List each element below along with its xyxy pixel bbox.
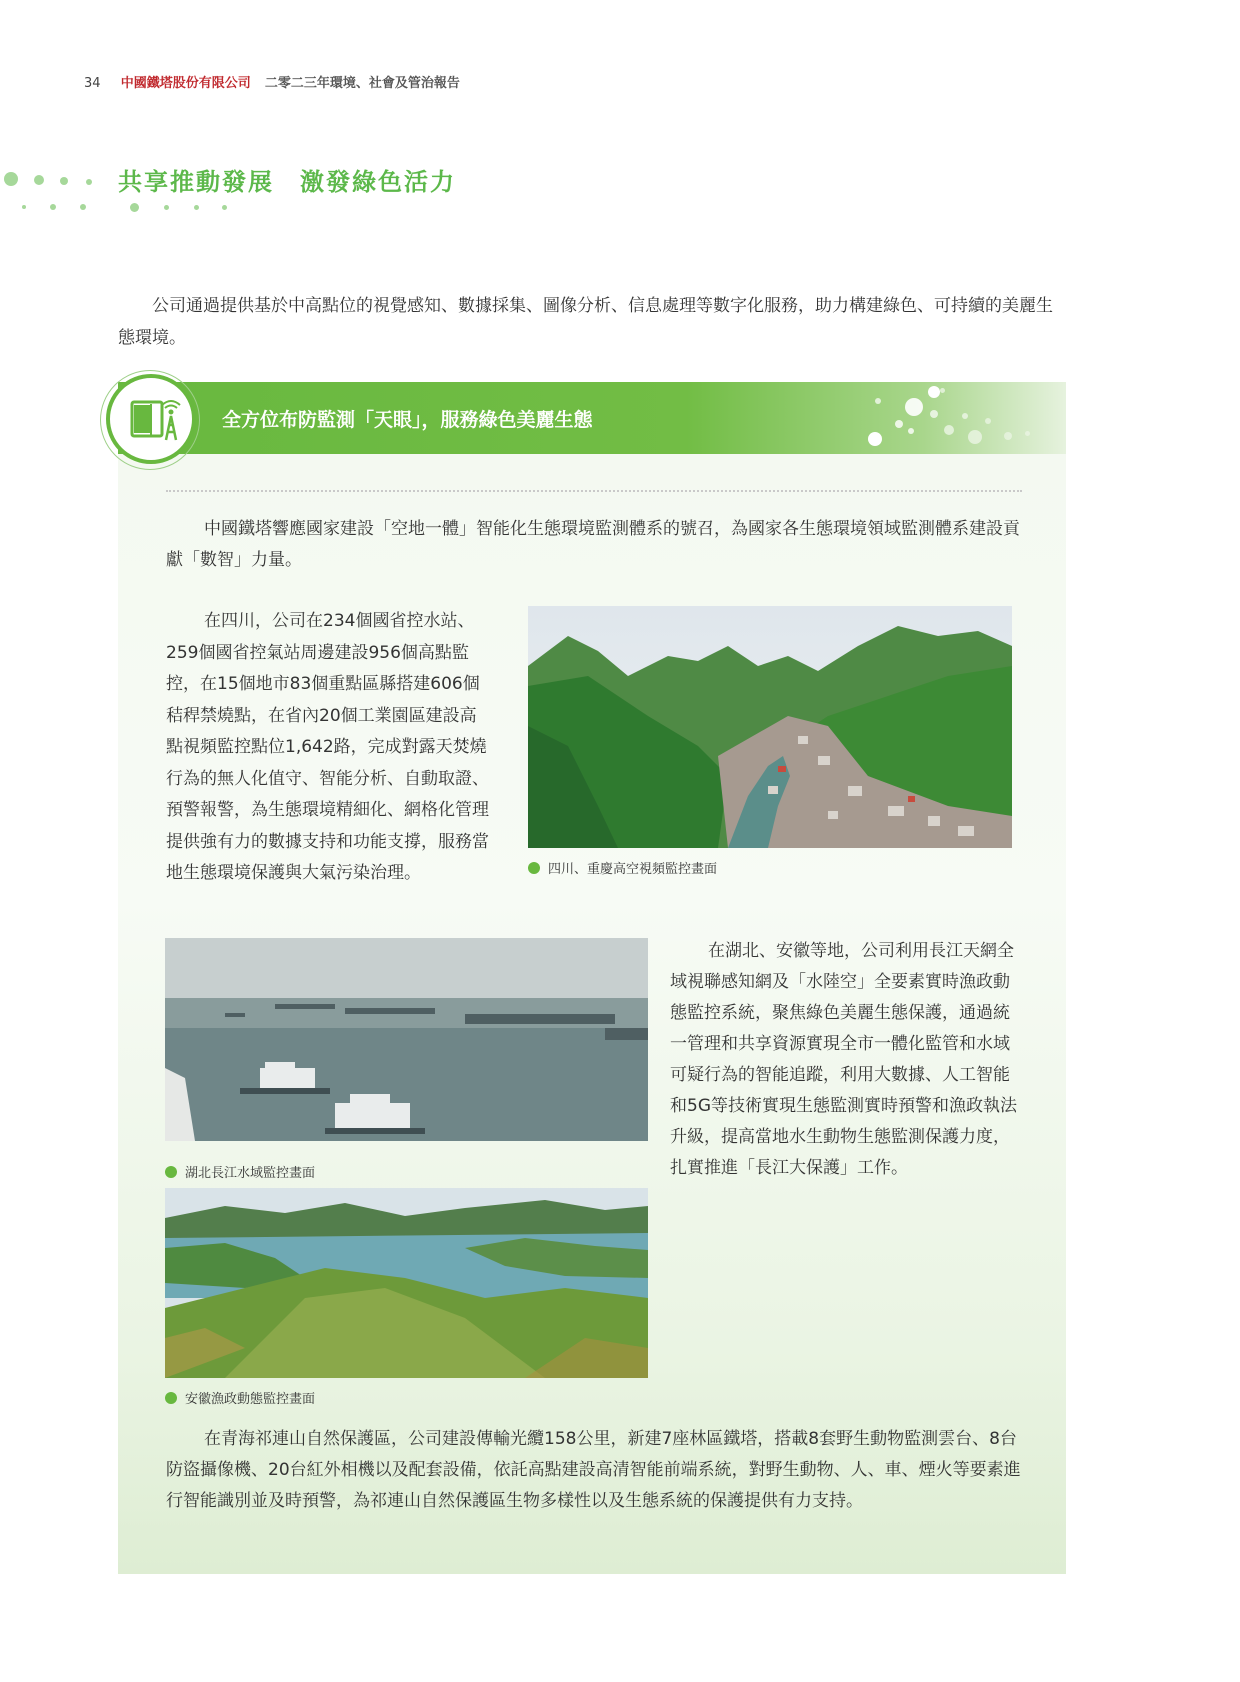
page-header xyxy=(84,72,460,91)
caption-sichuan: 四川、重慶高空視頻監控畫面 xyxy=(528,858,717,877)
caption-bullet-icon xyxy=(165,1166,177,1178)
divider xyxy=(166,490,1022,492)
book-tower-icon xyxy=(106,374,196,464)
company-name: 中國鐵塔股份有限公司 xyxy=(120,76,251,91)
paragraph-qinghai: 在青海祁連山自然保護區，公司建設傳輸光纜158公里，新建7座林區鐵塔，搭載8套野生動物監測雲台、8台防盜攝像機、20台紅外相機以及配套設備，依託高點建設高清智能前端系統，對野生動物、人、車、煙火等要素進行智能識別並及時預警，為祁連山自然保護區生物多樣性以及生態系統的保護提供有力支持。 xyxy=(166,1429,1021,1511)
photo-hubei xyxy=(165,938,648,1141)
report-title: 二零二三年環境、社會及管治報告 xyxy=(264,76,460,91)
paragraph-overview: 中國鐵塔響應國家建設「空地一體」智能化生態環境監測體系的號召，為國家各生態環境領域監測體系建設貢獻「數智」力量。 xyxy=(166,519,1020,570)
paragraph-hubei-anhui: 在湖北、安徽等地，公司利用長江天網全域視聯感知網及「水陸空」全要素實時漁政動態監控系統，聚焦綠色美麗生態保護，通過統一管理和共享資源實現全市一體化監管和水域可疑行為的智能追蹤，利用大數據、人工智能和5G等技術實現生態監測實時預警和漁政執法升級，提高當地水生動物生態監測保護力度，扎實推進「長江大保護」工作。 xyxy=(670,941,1017,1178)
photo-sichuan xyxy=(528,606,1012,848)
section-title: 共享推動發展 激發綠色活力 xyxy=(118,168,456,196)
caption-hubei: 湖北長江水域監控畫面 xyxy=(165,1162,315,1181)
banner-title: 全方位布防監測「天眼」，服務綠色美麗生態 xyxy=(222,409,593,431)
page-number: 34 xyxy=(84,76,101,91)
photo-anhui xyxy=(165,1188,648,1378)
intro-paragraph: 公司通過提供基於中高點位的視覺感知、數據採集、圖像分析、信息處理等數字化服務，助力構建綠色、可持續的美麗生態環境。 xyxy=(118,296,1053,348)
caption-bullet-icon xyxy=(528,862,540,874)
paragraph-sichuan: 在四川，公司在234個國省控水站、259個國省控氣站周邊建設956個高點監控，在15個地市83個重點區縣搭建606個秸稈禁燒點，在省內20個工業園區建設高點視頻監控點位1,642路，完成對露天焚燒行為的無人化值守、智能分析、自動取證、預警報警，為生態環境精細化、網格化管理提供強有力的數據支持和功能支撐，服務當地生態環境保護與大氣污染治理。 xyxy=(166,611,489,883)
caption-bullet-icon xyxy=(165,1392,177,1404)
caption-anhui: 安徽漁政動態監控畫面 xyxy=(165,1388,315,1407)
